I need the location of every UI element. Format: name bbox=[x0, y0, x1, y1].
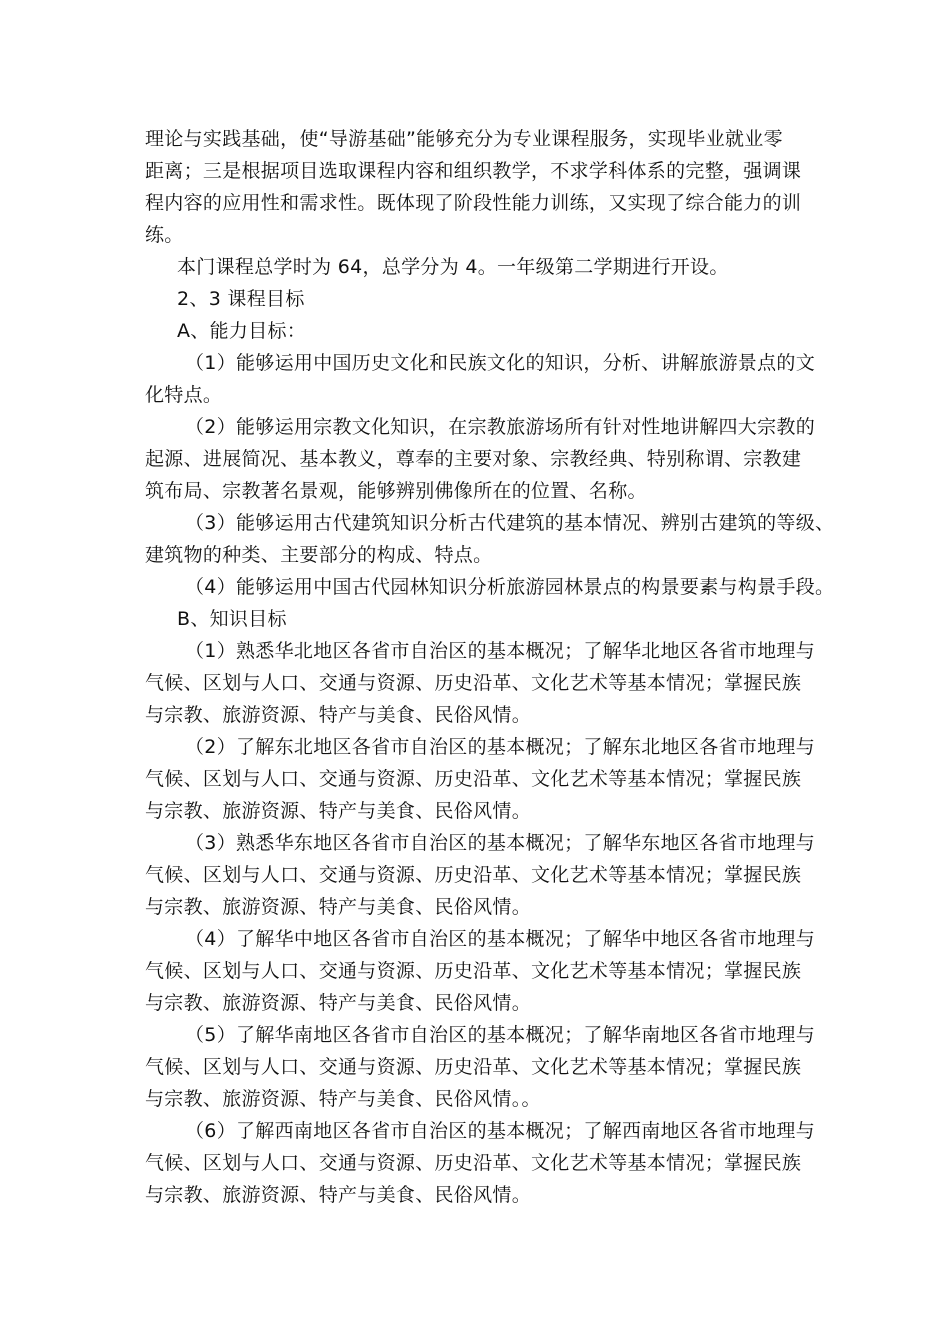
text-line: 练。 bbox=[145, 224, 184, 246]
text-line: 建筑物的种类、主要部分的构成、特点。 bbox=[145, 544, 493, 566]
list-item-first-line: （1）能够运用中国历史文化和民族文化的知识，分析、讲解旅游景点的文 bbox=[185, 352, 815, 374]
text-line: 气候、区划与人口、交通与资源、历史沿革、文化艺术等基本情况；掌握民族 bbox=[145, 960, 802, 982]
list-item-first-line: （6）了解西南地区各省市自治区的基本概况；了解西南地区各省市地理与 bbox=[185, 1120, 815, 1142]
text-line: 与宗教、旅游资源、特产与美食、民俗风情。。 bbox=[145, 1088, 541, 1110]
text-line: 与宗教、旅游资源、特产与美食、民俗风情。 bbox=[145, 704, 532, 726]
subsection-heading: A、能力目标： bbox=[177, 320, 307, 342]
text-line: 化特点。 bbox=[145, 384, 223, 406]
paragraph-first-line: 本门课程总学时为 64，总学分为 4。一年级第二学期进行开设。 bbox=[177, 256, 729, 278]
text-line: 气候、区划与人口、交通与资源、历史沿革、文化艺术等基本情况；掌握民族 bbox=[145, 768, 802, 790]
text-line: 气候、区划与人口、交通与资源、历史沿革、文化艺术等基本情况；掌握民族 bbox=[145, 864, 802, 886]
list-item-first-line: （3）熟悉华东地区各省市自治区的基本概况；了解华东地区各省市地理与 bbox=[185, 832, 815, 854]
list-item-first-line: （3）能够运用古代建筑知识分析古代建筑的基本情况、辨别古建筑的等级、 bbox=[185, 512, 835, 534]
list-item-first-line: （2）能够运用宗教文化知识，在宗教旅游场所有针对性地讲解四大宗教的 bbox=[185, 416, 815, 438]
text-line: 与宗教、旅游资源、特产与美食、民俗风情。 bbox=[145, 992, 532, 1014]
subsection-heading: B、知识目标 bbox=[177, 608, 287, 630]
text-line: 与宗教、旅游资源、特产与美食、民俗风情。 bbox=[145, 1184, 532, 1206]
list-item-first-line: （4）能够运用中国古代园林知识分析旅游园林景点的构景要素与构景手段。 bbox=[185, 576, 835, 598]
text-line: 程内容的应用性和需求性。既体现了阶段性能力训练，又实现了综合能力的训 bbox=[145, 192, 802, 214]
text-line: 起源、进展简况、基本教义，尊奉的主要对象、宗教经典、特别称谓、宗教建 bbox=[145, 448, 802, 470]
list-item-first-line: （4）了解华中地区各省市自治区的基本概况；了解华中地区各省市地理与 bbox=[185, 928, 815, 950]
document-body bbox=[145, 123, 835, 1211]
text-line: 气候、区划与人口、交通与资源、历史沿革、文化艺术等基本情况；掌握民族 bbox=[145, 1152, 802, 1174]
text-line: 理论与实践基础，使“导游基础”能够充分为专业课程服务，实现毕业就业零 bbox=[145, 128, 783, 150]
list-item-first-line: （1）熟悉华北地区各省市自治区的基本概况；了解华北地区各省市地理与 bbox=[185, 640, 815, 662]
text-line: 筑布局、宗教著名景观，能够辨别佛像所在的位置、名称。 bbox=[145, 480, 647, 502]
list-item-first-line: （2）了解东北地区各省市自治区的基本概况；了解东北地区各省市地理与 bbox=[185, 736, 815, 758]
text-line: 气候、区划与人口、交通与资源、历史沿革、文化艺术等基本情况；掌握民族 bbox=[145, 672, 802, 694]
section-heading: 2、3 课程目标 bbox=[177, 288, 305, 310]
text-line: 气候、区划与人口、交通与资源、历史沿革、文化艺术等基本情况；掌握民族 bbox=[145, 1056, 802, 1078]
text-line: 与宗教、旅游资源、特产与美食、民俗风情。 bbox=[145, 896, 532, 918]
text-line: 距离；三是根据项目选取课程内容和组织教学，不求学科体系的完整，强调课 bbox=[145, 160, 802, 182]
list-item-first-line: （5）了解华南地区各省市自治区的基本概况；了解华南地区各省市地理与 bbox=[185, 1024, 815, 1046]
text-line: 与宗教、旅游资源、特产与美食、民俗风情。 bbox=[145, 800, 532, 822]
